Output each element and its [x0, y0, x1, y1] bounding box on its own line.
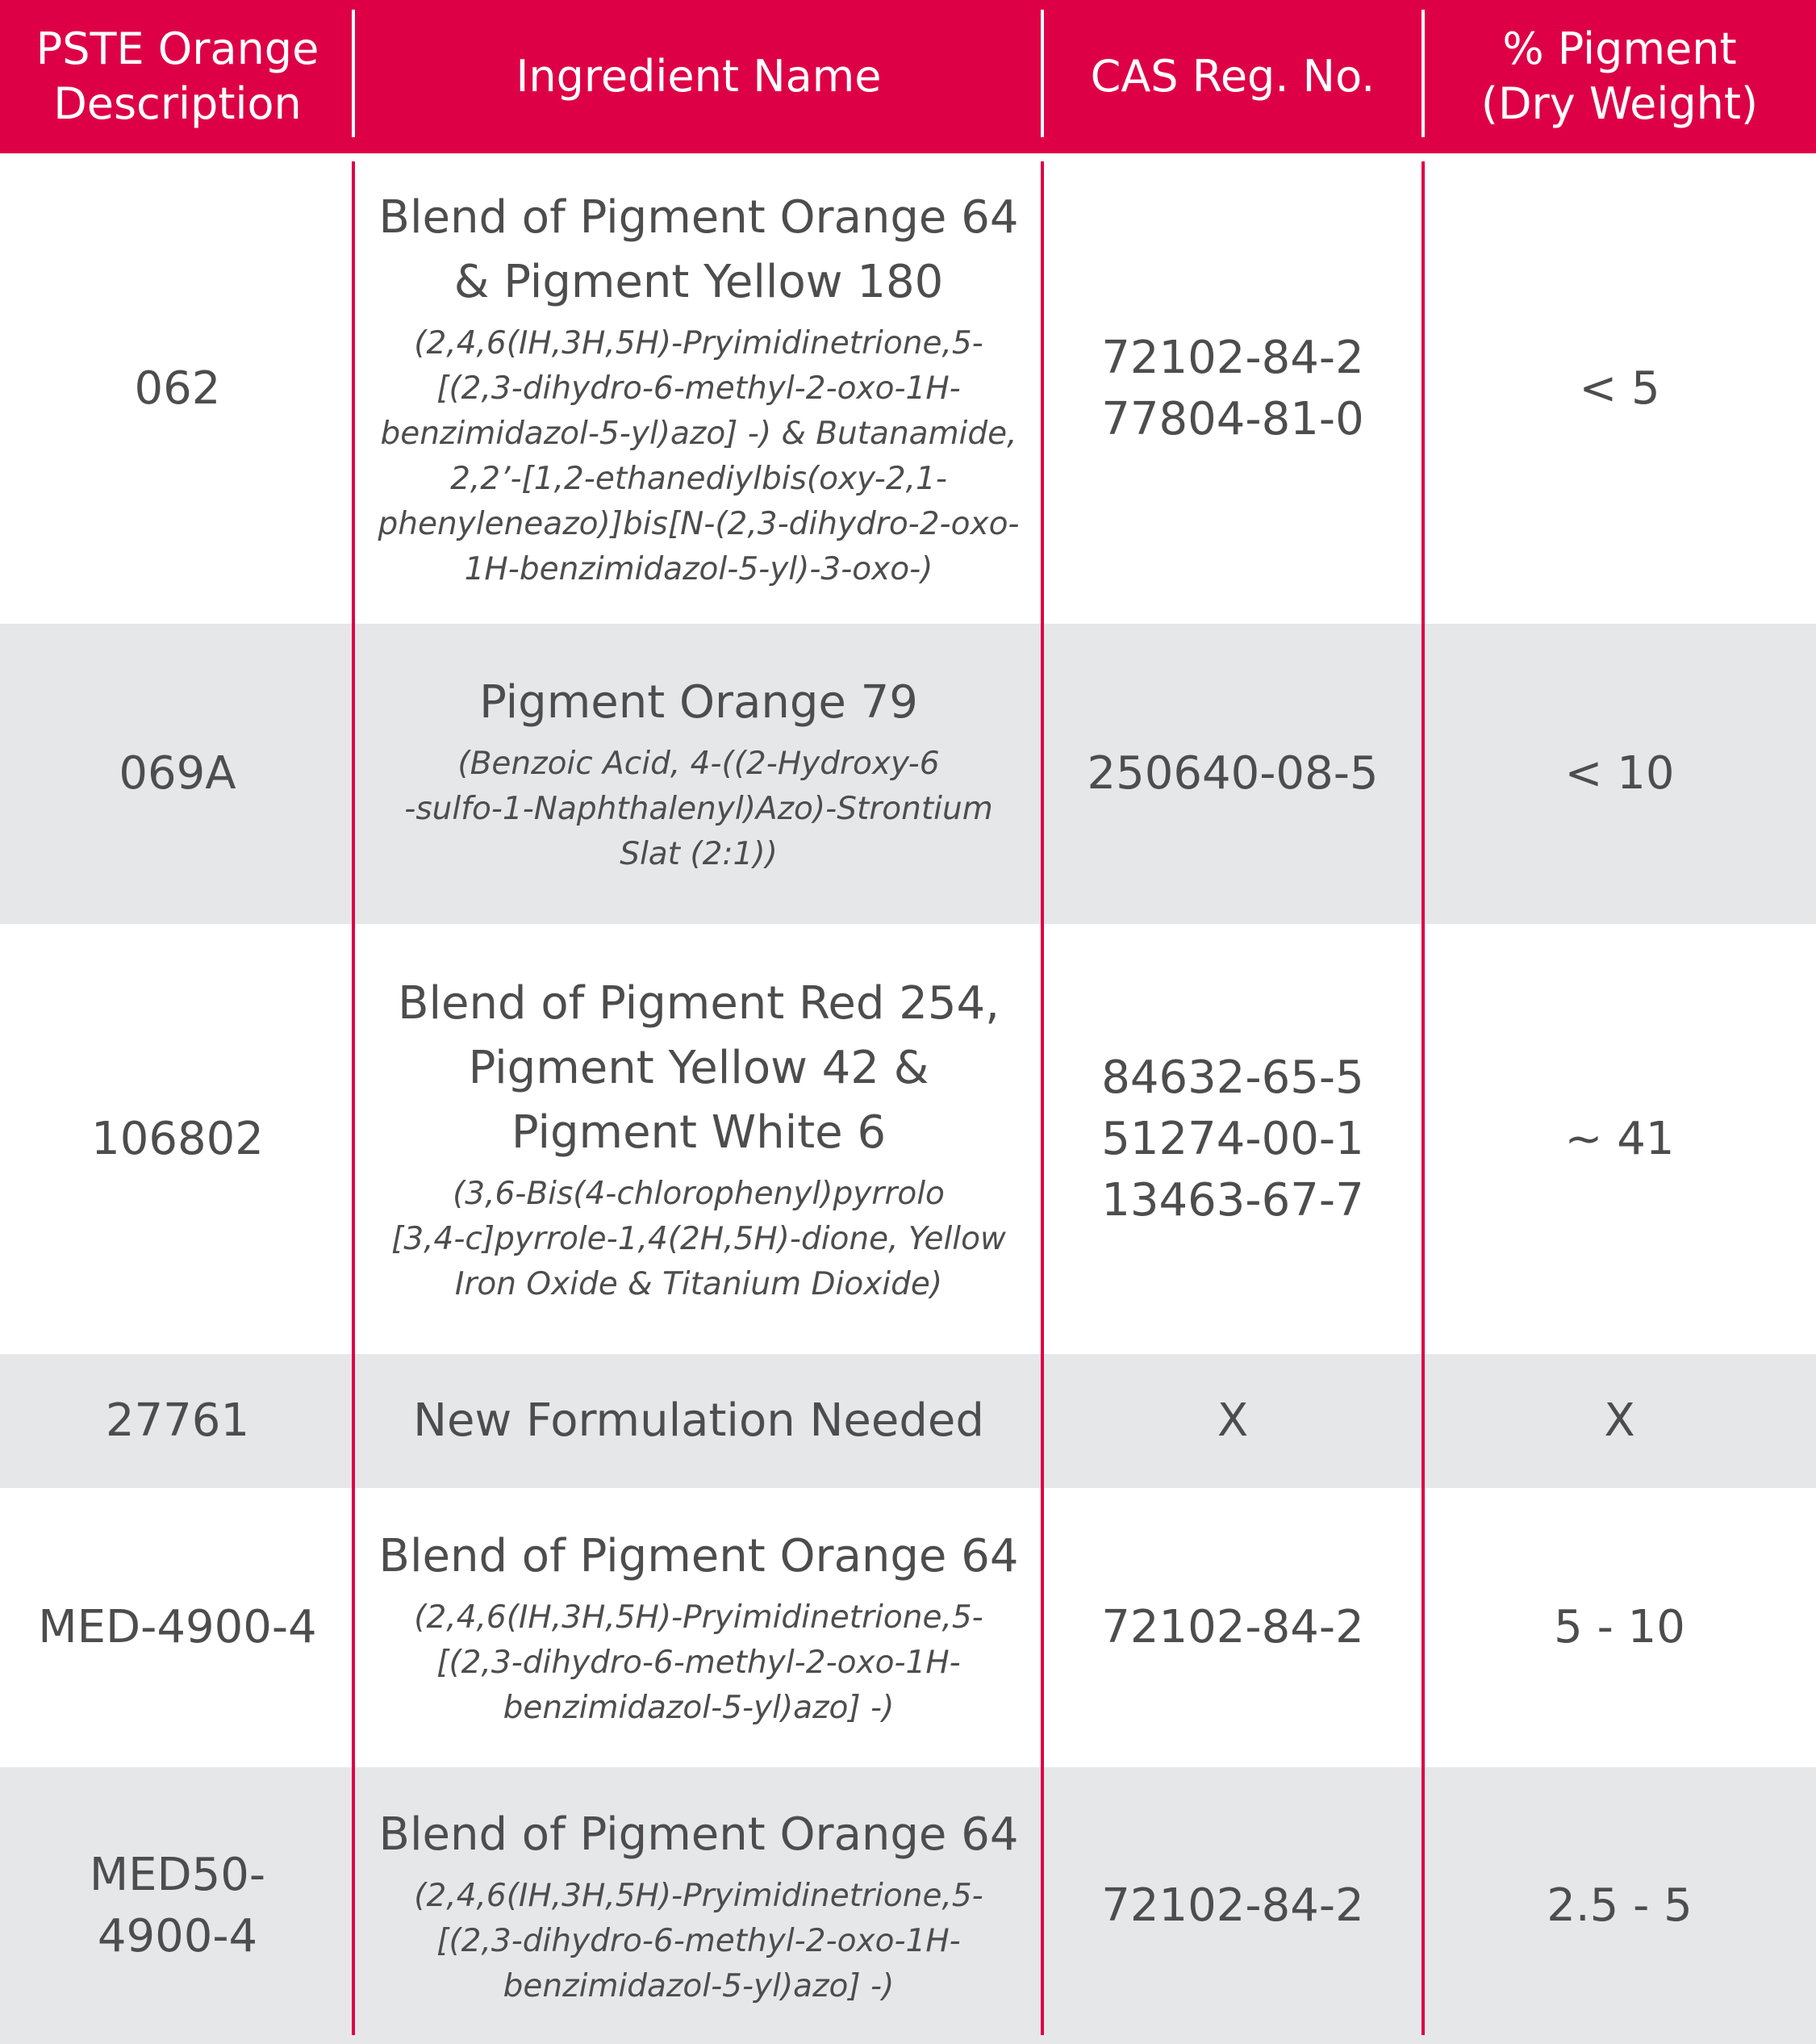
table-row	[0, 153, 1816, 624]
ingredient-chemical: (3,6-Bis(4-chlorophenyl)pyrrolo [3,4-c]pyrrole-1,4(2H,5H)-dione, Yellow Iron Oxide & Titanium Dioxide)	[391, 1175, 1006, 1302]
table-row	[0, 1488, 1816, 1767]
row-pigment: ~ 41	[1564, 1112, 1675, 1165]
row-cas: 72102-84-2	[1101, 1601, 1364, 1653]
row-pigment: 2.5 - 5	[1547, 1879, 1693, 1932]
row-description: 106802	[91, 1112, 264, 1165]
row-description: MED50- 4900-4	[89, 1848, 266, 1962]
row-ingredient	[355, 1354, 1042, 1488]
row-description: MED-4900-4	[38, 1601, 317, 1653]
row-cas: X	[1217, 1394, 1249, 1447]
row-ingredient	[355, 924, 1042, 1354]
row-cas: 72102-84-2	[1101, 1879, 1364, 1932]
ingredient-chemical: (2,4,6(IH,3H,5H)-Pryimidinetrione,5- [(2,3-dihydro-6-methyl-2-oxo-1H- benzimidazol-5-yl)azo] -)	[414, 1877, 983, 2004]
column-divider	[1421, 161, 1425, 2035]
ingredient-name: Blend of Pigment Orange 64	[378, 1808, 1019, 1861]
ingredient-name: Blend of Pigment Orange 64	[378, 1530, 1019, 1582]
header-description: PSTE Orange Description	[35, 23, 319, 129]
row-description: 27761	[105, 1394, 250, 1447]
ingredient-name: Blend of Pigment Red 254, Pigment Yellow 42 & Pigment White 6	[398, 976, 1000, 1159]
header-ingredient-name: Ingredient Name	[516, 51, 882, 102]
row-pigment: < 10	[1564, 747, 1675, 800]
row-ingredient	[355, 1767, 1042, 2044]
row-cas: 84632-65-5 51274-00-1 13463-67-7	[1101, 1051, 1364, 1227]
row-description: 069A	[119, 747, 236, 800]
ingredient-name: Blend of Pigment Orange 64 & Pigment Yellow 180	[378, 190, 1019, 308]
ingredient-chemical: (Benzoic Acid, 4-((2-Hydroxy-6 -sulfo-1-Naphthalenyl)Azo)-Strontium Slat (2:1))	[404, 746, 993, 872]
column-divider	[1041, 161, 1044, 2035]
row-cas: 250640-08-5	[1087, 747, 1379, 800]
ingredient-name: Pigment Orange 79	[479, 676, 918, 729]
header-cas: CAS Reg. No.	[1090, 51, 1376, 102]
table-row	[0, 624, 1816, 924]
row-description: 062	[134, 362, 221, 415]
ingredient-name: New Formulation Needed	[413, 1394, 984, 1447]
ingredient-chemical: (2,4,6(IH,3H,5H)-Pryimidinetrione,5- [(2,3-dihydro-6-methyl-2-oxo-1H- benzimidazol-5-yl)azo] -) & Butanamide, 2,2’-[1,2-ethanediylbis(oxy-2,1- phenyleneazo)]bis[N-(2,3-dihydro-2-oxo- 1H-benzimidazol-5-yl)-3-oxo-)	[378, 324, 1020, 587]
table-header	[0, 0, 1816, 153]
row-ingredient	[355, 153, 1042, 624]
row-pigment: < 5	[1579, 362, 1660, 415]
header-pigment-percent: % Pigment (Dry Weight)	[1480, 23, 1759, 129]
row-pigment: 5 - 10	[1554, 1601, 1685, 1653]
row-cas: 72102-84-2 77804-81-0	[1101, 331, 1364, 445]
ingredient-chemical: (2,4,6(IH,3H,5H)-Pryimidinetrione,5- [(2,3-dihydro-6-methyl-2-oxo-1H- benzimidazol-5-yl)azo] -)	[414, 1599, 983, 1726]
row-ingredient	[355, 1488, 1042, 1767]
row-ingredient	[355, 624, 1042, 924]
row-pigment: X	[1604, 1394, 1635, 1447]
column-divider	[352, 161, 355, 2035]
table-row	[0, 924, 1816, 1354]
table-row	[0, 1354, 1816, 1488]
table-row	[0, 1767, 1816, 2044]
